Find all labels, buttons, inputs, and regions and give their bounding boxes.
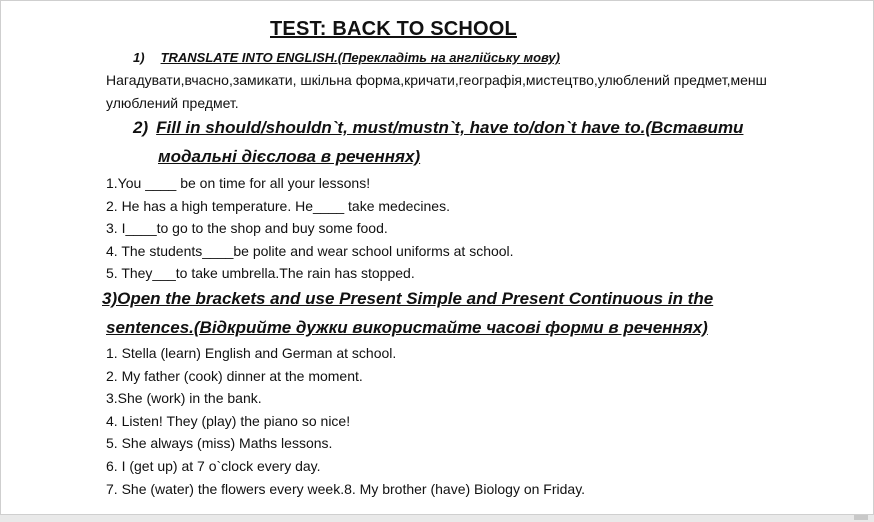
section3-heading-line1: 3)Open the brackets and use Present Simple and Present Continuous in the (102, 289, 714, 308)
section1-number: 1) (133, 50, 145, 65)
section2-item: 4. The students____be polite and wear school uniforms at school. (106, 243, 514, 259)
page-title: TEST: BACK TO SCHOOL (270, 18, 517, 40)
section1-heading-text: TRANSLATE INTO ENGLISH.(Перекладіть на англійську мову) (160, 50, 560, 65)
section1-words-line1: Нагадувати,вчасно,замикати, шкільна форма,кричати,географія,мистецтво,улюблений предмет,менш (106, 72, 767, 88)
section2-heading-line1 (133, 118, 743, 138)
section3-item: 6. I (get up) at 7 o`clock every day. (106, 458, 321, 474)
section1-words-line2: улюблений предмет. (106, 95, 239, 111)
section2-item: 5. They___to take umbrella.The rain has stopped. (106, 265, 415, 281)
section2-item: 3. I____to go to the shop and buy some food. (106, 220, 388, 236)
section2-number: 2) (133, 118, 149, 137)
section2-item: 1.You ____ be on time for all your lessons! (106, 175, 371, 191)
section3-item: 3.She (work) in the bank. (106, 390, 262, 406)
scrollbar-thumb[interactable] (854, 515, 868, 520)
section3-heading-line2: sentences.(Відкрийте дужки використайте часові форми в реченнях) (106, 318, 708, 337)
section3-item: 2. My father (cook) dinner at the moment. (106, 368, 363, 384)
section3-item: 5. She always (miss) Maths lessons. (106, 435, 333, 451)
section2-item: 2. He has a high temperature. He____ take medecines. (106, 198, 450, 214)
section3-item: 4. Listen! They (play) the piano so nice! (106, 413, 351, 429)
section1-heading (133, 50, 560, 65)
section2-heading-line2: модальні дієслова в реченнях) (158, 147, 421, 166)
section3-item: 7. She (water) the flowers every week.8. My brother (have) Biology on Friday. (106, 481, 586, 497)
section3-item: 1. Stella (learn) English and German at school. (106, 345, 397, 361)
section2-heading-text: Fill in should/shouldn`t, must/mustn`t, have to/don`t have to.(Вставити (156, 118, 744, 137)
